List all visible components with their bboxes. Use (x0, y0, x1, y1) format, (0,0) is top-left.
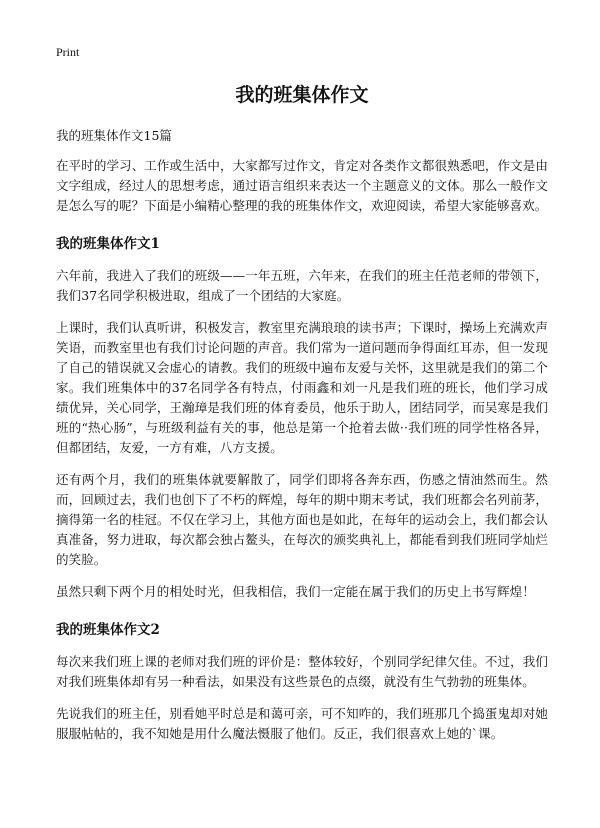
paragraph: 每次来我们班上课的老师对我们班的评价是：整体较好，个别同学纪律欠佳。不过，我们对我们班集体却有另一种看法，如果没有这些景色的点缀，就没有生气勃勃的班集体。 (56, 654, 548, 689)
paragraph: 虽然只剩下两个月的相处时光，但我相信，我们一定能在属于我们的历史上书写辉煌！ (56, 584, 535, 599)
paragraph: 上课时，我们认真听讲，积极发言，教室里充满琅琅的读书声；下课时，操场上充满欢声笑语，而教室里也有我们讨论问题的声音。我们常为一道问题而争得面红耳赤，但一发现了自己的错误就又会虚心的请教。我们的班级中遍布友爱与关怀，这里就是我们的第二个家。我们班集体中的37名同学各有特点，付雨鑫和刘一凡是我们班的班长，他们学习成绩优异，关心同学，王瀚璋是我们班的体育委员，他乐于助人，团结同学，而吴寒是我们班的“热心肠”，与班级利益有关的事，他总是第一个抢着去做··我们班的同学性格各异，但都团结，友爱，一方有难，八方支援。 (56, 320, 548, 455)
document-page (56, 44, 548, 756)
print-link[interactable]: Print (56, 45, 80, 59)
intro-paragraph: 在平时的学习、工作或生活中，大家都写过作文，肯定对各类作文都很熟悉吧，作文是由文字组成，经过人的思想考虑，通过语言组织来表达一个主题意义的文体。那么一般作文是怎么写的呢？下面是小编精心整理的我的班集体作文，欢迎阅读，希望大家能够喜欢。 (56, 158, 548, 213)
paragraph: 六年前，我进入了我们的班级——一年五班，六年来，在我们的班主任范老师的带领下，我们37名同学积极进取，组成了一个团结的大家庭。 (56, 268, 548, 303)
section-heading-2: 我的班集体作文2 (56, 622, 160, 638)
section-heading-1: 我的班集体作文1 (56, 236, 160, 252)
paragraph: 还有两个月，我们的班集体就要解散了，同学们即将各奔东西，伤感之情油然而生。然而，回顾过去，我们也创下了不朽的辉煌，每年的期中期末考试，我们班都会名列前茅，摘得第一名的桂冠。不仅在学习上，其他方面也是如此，在每年的运动会上，我们都会认真准备，努力进取，每次都会独占鳌头，在每次的颁奖典礼上，都能看到我们班同学灿烂的笑脸。 (56, 472, 548, 567)
page-title: 我的班集体作文 (235, 84, 369, 106)
paragraph: 先说我们的班主任，别看她平时总是和蔼可亲，可不知咋的，我们班那几个捣蛋鬼却对她服服帖帖的，我不知她是用什么魔法慑服了他们。反正，我们很喜欢上她的`课。 (56, 706, 548, 741)
subtitle: 我的班集体作文15篇 (56, 128, 172, 143)
